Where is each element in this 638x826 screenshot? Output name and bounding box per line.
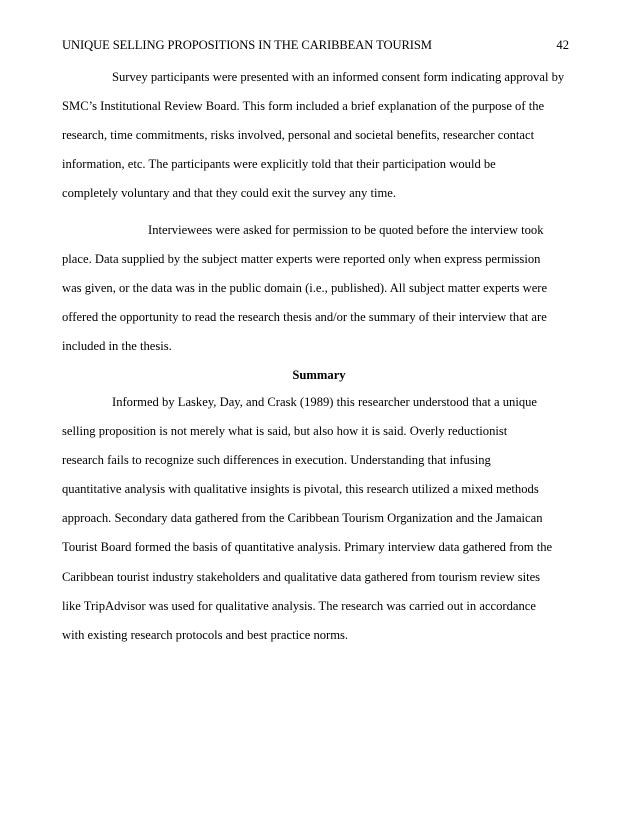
text-line: included in the thesis.: [62, 339, 172, 354]
text-line: offered the opportunity to read the research thesis and/or the summary of their interview that are: [62, 310, 547, 325]
text-line: Interviewees were asked for permission to be quoted before the interview took: [148, 223, 544, 237]
text-line: research, time commitments, risks involved, personal and societal benefits, researcher contact: [62, 128, 535, 143]
text-line: place. Data supplied by the subject matter experts were reported only when express permission: [62, 252, 541, 267]
text-line: information, etc. The participants were explicitly told that their participation would be: [62, 157, 496, 172]
text-line: Survey participants were presented with an informed consent form indicating approval by: [112, 70, 565, 84]
text-line: Caribbean tourist industry stakeholders and qualitative data gathered from tourism review sites: [62, 569, 541, 584]
text-line: completely voluntary and that they could exit the survey any time.: [62, 186, 396, 201]
text-line: quantitative analysis with qualitative insights is pivotal, this research utilized a mixed methods: [62, 482, 539, 497]
page-number: 42: [556, 38, 569, 52]
text-line: was given, or the data was in the public domain (i.e., published). All subject matter experts were: [62, 281, 548, 296]
text-line: like TripAdvisor was used for qualitative analysis. The research was carried out in accordance: [62, 598, 536, 613]
text-line: SMC’s Institutional Review Board. This form included a brief explanation of the purpose of the: [62, 99, 545, 114]
text-line: Tourist Board formed the basis of quantitative analysis. Primary interview data gathered from the: [62, 540, 553, 555]
text-line: research fails to recognize such differences in execution. Understanding that infusing: [62, 453, 491, 468]
paragraph-permission: [62, 216, 572, 361]
text-line: with existing research protocols and best practice norms.: [62, 627, 349, 642]
paragraph-summary: [62, 388, 572, 650]
section-heading-summary: Summary: [292, 368, 346, 382]
running-head-title: UNIQUE SELLING PROPOSITIONS IN THE CARIBBEAN TOURISM: [62, 38, 432, 52]
text-line: selling proposition is not merely what is said, but also how it is said. Overly reductionist: [62, 424, 508, 439]
paragraph-consent: [62, 63, 572, 208]
text-line: approach. Secondary data gathered from the Caribbean Tourism Organization and the Jamaican: [62, 511, 543, 526]
text-line: Informed by Laskey, Day, and Crask (1989) this researcher understood that a unique: [112, 395, 538, 409]
